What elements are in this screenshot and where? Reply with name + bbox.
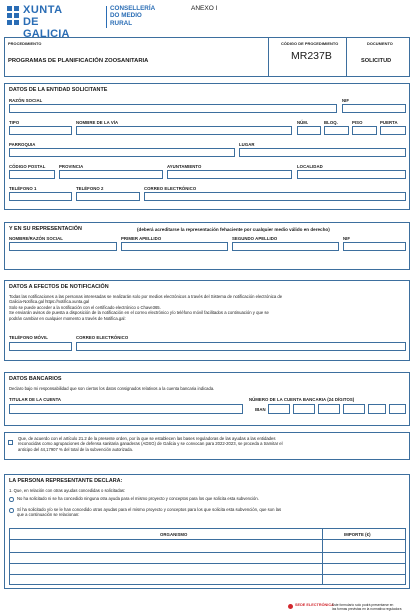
applicant-email-label: CORREO ELECTRÓNICO xyxy=(144,186,197,191)
via-label: NOMBRE DE LA VÍA xyxy=(76,120,119,125)
rep-nif-label: NIF xyxy=(343,236,351,241)
question-1: 1. Que, en relación con otras ayudas concedidas o solicitadas: xyxy=(9,488,126,493)
rep-name-label: NOMBRE/RAZÓN SOCIAL xyxy=(9,236,63,241)
dept-line-2: DO MEDIO xyxy=(110,12,142,20)
logo-text-1: XUNTA xyxy=(23,4,63,16)
cp-input[interactable] xyxy=(9,170,55,179)
tipo-label: TIPO xyxy=(9,120,20,125)
rep-surname2-label: SEGUNDO APELLIDO xyxy=(232,236,278,241)
parroquia-input[interactable] xyxy=(9,148,235,157)
lugar-input[interactable] xyxy=(239,148,406,157)
advance-checkbox[interactable] xyxy=(8,440,13,445)
notification-text xyxy=(9,294,407,321)
procedure-divider-1 xyxy=(268,37,269,77)
footer-note-2: las formas previstas en la normativa reguladora xyxy=(332,607,402,611)
document-type: SOLICITUD xyxy=(361,58,392,64)
puerta-label: PUERTA xyxy=(380,120,398,125)
aid-table-row-3 xyxy=(10,574,405,575)
aid-table xyxy=(9,528,406,585)
rep-surname1-label: PRIMER APELLIDO xyxy=(121,236,162,241)
notification-email-label: CORREO ELECTRÓNICO xyxy=(76,335,129,340)
telefono1-input[interactable] xyxy=(9,192,72,201)
advance-line-1: Que, de acuerdo con el artículo 21.2 de la presente orden, por la que se establecen las bases reguladoras de las ayudas a las entidades xyxy=(18,436,276,441)
notification-line-3: Solo se puede acceder a la notificación con el certificado electrónico o Chave365. xyxy=(9,304,161,310)
annex-label: ANEXO I xyxy=(191,5,218,12)
aid-table-col-divider xyxy=(322,529,323,585)
logo-divider xyxy=(106,6,107,28)
option-yes-line-1: Sí ha solicitado y/o se le han concedido otras ayudas para el mismo proyecto y conceptos para los que solicita esta subvención, que son las xyxy=(17,507,282,512)
puerta-input[interactable] xyxy=(380,126,406,135)
applicant-nif-input[interactable] xyxy=(342,104,406,113)
notification-line-4: Se enviarán avisos de puesta a disposición de la notificación en el correo electrónico y/o teléfono móvil facilitados a continuación y que se xyxy=(9,310,269,316)
tipo-input[interactable] xyxy=(9,126,72,135)
representative-title: Y EN SU REPRESENTACIÓN xyxy=(9,226,82,232)
procedure-code-label: CÓDIGO DE PROCEDIMIENTO xyxy=(281,41,339,46)
option-yes-radio[interactable] xyxy=(9,508,14,513)
declares-title: LA PERSONA REPRESENTANTE DECLARA: xyxy=(9,478,123,484)
applicant-section xyxy=(4,83,410,210)
num-input[interactable] xyxy=(297,126,321,135)
iban-input[interactable] xyxy=(268,404,290,414)
telefono2-label: TELÉFONO 2 xyxy=(76,186,104,191)
rep-surname1-input[interactable] xyxy=(121,242,228,251)
ayuntamiento-label: AYUNTAMIENTO xyxy=(167,164,202,169)
applicant-nif-label: NIF xyxy=(342,98,350,103)
piso-input[interactable] xyxy=(352,126,377,135)
applicant-email-input[interactable] xyxy=(144,192,406,201)
notification-email-input[interactable] xyxy=(76,342,406,351)
organismo-header: ORGANISMO xyxy=(160,532,188,537)
account-block-2[interactable] xyxy=(318,404,340,414)
procedure-name: PROGRAMAS DE PLANIFICACIÓN ZOOSANITARIA xyxy=(8,58,149,64)
provincia-label: PROVINCIA xyxy=(59,164,84,169)
importe-header: IMPORTE (€) xyxy=(344,532,371,537)
representative-note: (deberá acreditarse la representación fehaciente por cualquier medio válido en derecho) xyxy=(137,227,330,232)
advance-line-3: anticipo del 44,17907 % del total de la subvención autorizada. xyxy=(18,446,134,452)
account-block-4[interactable] xyxy=(368,404,386,414)
notification-title: DATOS A EFECTOS DE NOTIFICACIÓN xyxy=(9,284,109,290)
telefono1-label: TELÉFONO 1 xyxy=(9,186,37,191)
sede-electronica-icon xyxy=(288,604,293,609)
department-name xyxy=(110,5,155,27)
localidad-input[interactable] xyxy=(297,170,406,179)
footer-note-1: Este formulario solo podrá presentarse en xyxy=(332,603,394,607)
rep-surname2-input[interactable] xyxy=(232,242,339,251)
account-block-3[interactable] xyxy=(343,404,365,414)
procedure-box xyxy=(4,37,410,77)
option-yes-line-2: que a continuación se relacionan: xyxy=(17,512,80,518)
bank-declaration: Declaro bajo mi responsabilidad que son ciertos los datos consignados relativos a la cuenta bancaria indicada. xyxy=(9,386,215,391)
num-label: NÚM. xyxy=(297,120,309,125)
razon-social-label: RAZÓN SOCIAL xyxy=(9,98,43,103)
piso-label: PISO xyxy=(352,120,363,125)
account-label: NÚMERO DE LA CUENTA BANCARIA (24 DÍGITOS) xyxy=(249,397,355,402)
footer-brand: SEDE ELECTRÓNICA xyxy=(295,603,334,607)
mobile-input[interactable] xyxy=(9,342,72,351)
procedure-divider-2 xyxy=(346,37,347,77)
notification-line-5: podrán cambiar en cualquier momento a través de Notifica.gal: xyxy=(9,315,126,321)
procedure-label: PROCEDIMIENTO xyxy=(8,41,42,46)
option-yes-text xyxy=(17,507,407,518)
logo-emblem-icon xyxy=(6,5,20,27)
iban-label: IBAN xyxy=(255,407,266,412)
rep-nif-input[interactable] xyxy=(343,242,406,251)
advance-line-2: reconocidas como agrupaciones de defensa sanitaria ganaderas (ADSG) de Galicia y se convocan para 2022-2023, se proceda a tramitar el xyxy=(18,441,283,447)
razon-social-input[interactable] xyxy=(9,104,337,113)
dept-line-3: RURAL xyxy=(110,19,133,27)
bloq-label: BLOQ. xyxy=(324,120,338,125)
parroquia-label: PARROQUIA xyxy=(9,142,36,147)
dept-line-1: CONSELLERÍA xyxy=(110,5,156,12)
provincia-input[interactable] xyxy=(59,170,163,179)
telefono2-input[interactable] xyxy=(76,192,140,201)
account-block-1[interactable] xyxy=(293,404,315,414)
holder-label: TITULAR DE LA CUENTA xyxy=(9,397,62,402)
option-no-text: No ha solicitado ni se ha concedido ninguna otra ayuda para el mismo proyecto y conceptos para los que solicita esta subvención. xyxy=(17,496,259,501)
procedure-code: MR237B xyxy=(291,50,332,62)
cp-label: CÓDIGO POSTAL xyxy=(9,164,46,169)
bank-title: DATOS BANCARIOS xyxy=(9,376,62,382)
advance-text xyxy=(18,436,407,452)
option-no-radio[interactable] xyxy=(9,497,14,502)
aid-table-row-2 xyxy=(10,563,405,564)
ayuntamiento-input[interactable] xyxy=(167,170,292,179)
aid-table-row-1 xyxy=(10,552,405,553)
bloq-input[interactable] xyxy=(324,126,349,135)
mobile-label: TELÉFONO MÓVIL xyxy=(9,335,48,340)
account-block-5[interactable] xyxy=(389,404,406,414)
holder-input[interactable] xyxy=(9,404,243,414)
notification-line-1: Todas las notificaciones a las personas interesadas se realizarán solo por medios electrónicos a través del Sistema de notificación electrónica de xyxy=(9,294,283,299)
lugar-label: LUGAR xyxy=(239,142,255,147)
rep-name-input[interactable] xyxy=(9,242,117,251)
document-label: DOCUMENTO xyxy=(367,41,393,46)
applicant-title: DATOS DE LA ENTIDAD SOLICITANTE xyxy=(9,87,108,93)
localidad-label: LOCALIDAD xyxy=(297,164,323,169)
xunta-logo xyxy=(6,4,76,40)
via-input[interactable] xyxy=(76,126,292,135)
notification-line-2: Galicia-Notifica.gal https://notifica.xunta.gal xyxy=(9,299,90,305)
logo-text-2: DE GALICIA xyxy=(23,16,70,40)
